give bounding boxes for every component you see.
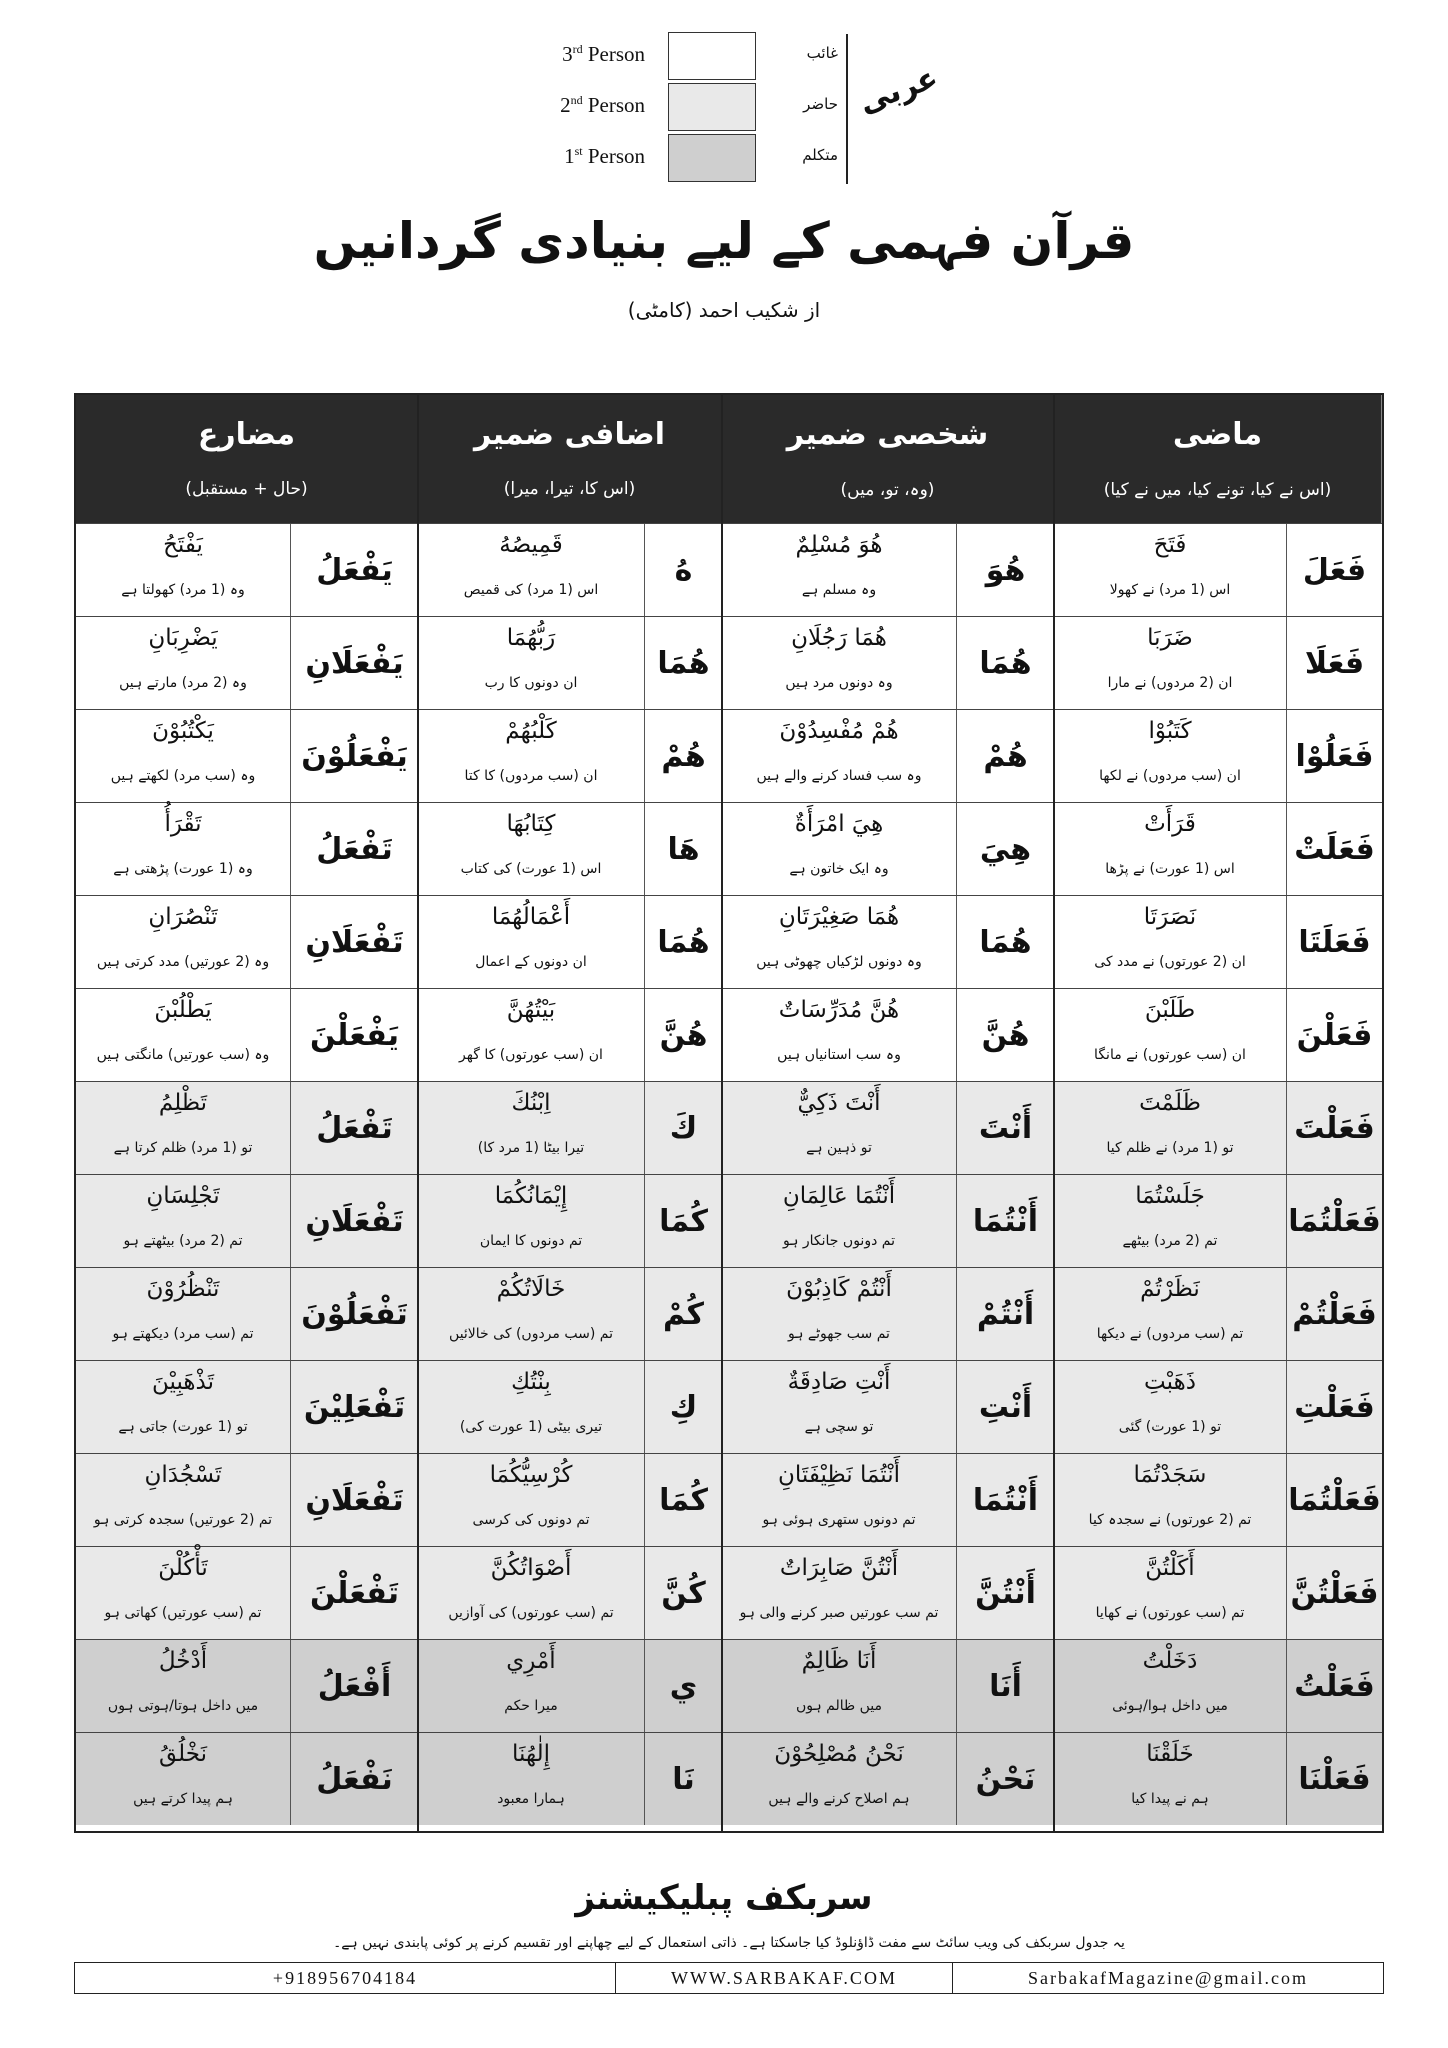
madi-translation: ان (سب عورتوں) نے مانگا — [1094, 1047, 1246, 1063]
header-title: شخصی ضمیر — [786, 417, 989, 452]
pron-example-word: هُمَا صَغِيْرَتَانِ — [778, 904, 900, 930]
pron-example-cell — [722, 1454, 956, 1546]
header-personal-pronoun — [722, 395, 1054, 523]
mud-pattern-cell: تَفْعَلُ — [290, 1082, 418, 1174]
poss-example-word: إِلٰهُنَا — [512, 1741, 550, 1767]
madi-translation: ان (سب مردوں) نے لکھا — [1099, 768, 1241, 784]
mud-example-cell — [76, 1547, 290, 1639]
mud-example-word: تَقْرَأُ — [164, 811, 202, 837]
madi-example-cell — [1054, 1268, 1286, 1360]
madi-example-word: نَصَرَتَا — [1143, 904, 1197, 930]
madi-pattern-cell: فَعَلْتُنَّ — [1286, 1547, 1382, 1639]
pron-example-word: أَنْتُمْ كَاذِبُوْنَ — [786, 1276, 892, 1302]
poss-example-cell — [418, 989, 644, 1081]
pron-example-word: أَنْتِ صَادِقَةٌ — [787, 1369, 891, 1395]
poss-pattern-cell: هُ — [644, 524, 722, 616]
poss-example-word: اِبْنُكَ — [511, 1090, 551, 1116]
table-row — [76, 709, 1382, 802]
legend-label-ur: حاضر — [803, 95, 838, 113]
pron-example-cell — [722, 803, 956, 895]
pron-example-cell — [722, 617, 956, 709]
madi-example-word: خَلَقْنَا — [1146, 1741, 1194, 1767]
pron-translation: وہ دونوں مرد ہیں — [785, 675, 893, 691]
header-title: اضافی ضمیر — [474, 417, 665, 452]
poss-example-cell — [418, 896, 644, 988]
table-row — [76, 523, 1382, 616]
table-row — [76, 1081, 1382, 1174]
madi-example-word: فَتَحَ — [1153, 532, 1187, 558]
person-legend — [520, 32, 840, 187]
legend-row-1st — [520, 134, 840, 182]
poss-example-word: بَيْتُهُنَّ — [506, 997, 556, 1023]
poss-example-word: أَصْوَاتُكُنَّ — [490, 1555, 572, 1581]
pron-translation: تو ذہین ہے — [806, 1140, 872, 1156]
pron-pattern-cell: أَنَا — [956, 1640, 1054, 1732]
mud-example-cell — [76, 1175, 290, 1267]
poss-translation: تم (سب مردوں) کی خالائیں — [449, 1326, 613, 1342]
legend-swatch-3rd — [668, 32, 756, 80]
footer-note: یہ جدول سربکف کی ویب سائٹ سے مفت ڈاؤنلوڈ کیا جاسکتا ہے۔ ذاتی استعمال کے لیے چھاپنے اور تقسیم کرنے پر کوئی پابندی نہیں ہے۔ — [333, 1935, 1125, 1951]
mud-translation: ہم پیدا کرتے ہیں — [133, 1791, 233, 1807]
pron-translation: میں ظالم ہوں — [796, 1698, 882, 1714]
madi-example-cell — [1054, 1640, 1286, 1732]
mud-example-cell — [76, 1268, 290, 1360]
pron-example-word: هُمَا رَجُلَانِ — [791, 625, 887, 651]
poss-example-cell — [418, 617, 644, 709]
mud-pattern-cell: يَفْعَلُ — [290, 524, 418, 616]
mud-example-cell — [76, 1082, 290, 1174]
pron-translation: تم دونوں ستھری ہوئی ہو — [762, 1512, 916, 1528]
madi-translation: تو (1 مرد) نے ظلم کیا — [1106, 1140, 1234, 1156]
pron-example-word: هُنَّ مُدَرِّسَاتٌ — [778, 997, 900, 1023]
author-line: از شکیب احمد (کامٹی) — [627, 298, 821, 322]
pron-example-word: هُوَ مُسْلِمٌ — [795, 532, 883, 558]
poss-translation: تم (سب عورتوں) کی آوازیں — [448, 1605, 614, 1621]
email-link[interactable]: SarbakafMagazine@gmail.com — [1028, 1968, 1308, 1988]
poss-pattern-cell: كُمَا — [644, 1454, 722, 1546]
madi-pattern-cell: فَعَلَتَا — [1286, 896, 1382, 988]
pron-pattern-cell: هُوَ — [956, 524, 1054, 616]
pron-pattern-cell: هُنَّ — [956, 989, 1054, 1081]
legend-label-en: Person — [587, 144, 645, 168]
madi-pattern-cell: فَعَلُوْا — [1286, 710, 1382, 802]
poss-pattern-cell: كُمْ — [644, 1268, 722, 1360]
mud-pattern-cell: تَفْعَلَانِ — [290, 1175, 418, 1267]
poss-example-word: بِنْتُكِ — [511, 1369, 551, 1395]
poss-example-word: كَلْبُهُمْ — [505, 718, 557, 744]
poss-translation: تیری بیٹی (1 عورت کی) — [459, 1419, 603, 1435]
mud-example-word: يَضْرِبَانِ — [148, 625, 218, 651]
contact-bar — [74, 1962, 1384, 1994]
table-row — [76, 1174, 1382, 1267]
legend-label-en: Person — [587, 93, 645, 117]
phone-number[interactable]: +918956704184 — [75, 1963, 616, 1993]
pron-translation: وہ مسلم ہے — [801, 582, 877, 598]
madi-pattern-cell: فَعَلَا — [1286, 617, 1382, 709]
madi-translation: تم (سب مردوں) نے دیکھا — [1096, 1326, 1244, 1342]
madi-example-word: كَتَبُوْا — [1148, 718, 1192, 744]
madi-example-word: قَرَأَتْ — [1144, 811, 1196, 837]
pron-translation: وہ سب فساد کرنے والے ہیں — [756, 768, 922, 784]
mud-pattern-cell: يَفْعَلُوْنَ — [290, 710, 418, 802]
poss-example-word: قَمِيصُهُ — [499, 532, 563, 558]
legend-num: 3 — [562, 42, 573, 66]
madi-pattern-cell: فَعَلْنَا — [1286, 1733, 1382, 1825]
madi-translation: ان (2 عورتوں) نے مدد کی — [1094, 954, 1246, 970]
madi-translation: تو (1 عورت) گئی — [1118, 1419, 1222, 1435]
pron-example-cell — [722, 710, 956, 802]
header-madi — [1054, 395, 1382, 523]
pron-translation: وہ سب استانیاں ہیں — [777, 1047, 901, 1063]
publisher-name: سربکف پبلیکیشنز — [575, 1878, 873, 1918]
poss-translation: تیرا بیٹا (1 مرد کا) — [477, 1140, 585, 1156]
madi-example-word: جَلَسْتُمَا — [1135, 1183, 1205, 1209]
pron-example-cell — [722, 1361, 956, 1453]
header-mudari — [76, 395, 418, 523]
madi-pattern-cell: فَعَلْتُ — [1286, 1640, 1382, 1732]
pron-pattern-cell: أَنْتُمَا — [956, 1454, 1054, 1546]
pron-example-cell — [722, 1733, 956, 1825]
mud-example-word: يَفْتَحُ — [163, 532, 203, 558]
mud-translation: تم (2 عورتیں) سجدہ کرتی ہو — [93, 1512, 273, 1528]
pron-example-cell — [722, 989, 956, 1081]
mud-translation: تو (1 عورت) جاتی ہے — [118, 1419, 248, 1435]
madi-example-cell — [1054, 989, 1286, 1081]
madi-translation: تم (2 مرد) بیٹھے — [1122, 1233, 1218, 1249]
mud-translation: وہ (سب مرد) لکھتے ہیں — [110, 768, 256, 784]
poss-example-word: كِتَابُهَا — [506, 811, 556, 837]
column-separator — [1053, 395, 1055, 1831]
poss-example-cell — [418, 1175, 644, 1267]
poss-example-cell — [418, 1361, 644, 1453]
legend-sup: st — [574, 144, 583, 158]
legend-row-3rd — [520, 32, 840, 80]
madi-pattern-cell: فَعَلْنَ — [1286, 989, 1382, 1081]
legend-label-en: Person — [587, 42, 645, 66]
pron-example-cell — [722, 1640, 956, 1732]
pron-pattern-cell: هُمَا — [956, 617, 1054, 709]
madi-example-cell — [1054, 1361, 1286, 1453]
poss-example-word: خَالَاتُكُمْ — [496, 1276, 566, 1302]
madi-example-cell — [1054, 1175, 1286, 1267]
madi-pattern-cell: فَعَلْتَ — [1286, 1082, 1382, 1174]
mud-translation: تم (سب مرد) دیکھتے ہو — [112, 1326, 254, 1342]
madi-pattern-cell: فَعَلْتِ — [1286, 1361, 1382, 1453]
mud-example-cell — [76, 1640, 290, 1732]
pron-pattern-cell: هُمَا — [956, 896, 1054, 988]
madi-example-cell — [1054, 617, 1286, 709]
poss-pattern-cell: كُمَا — [644, 1175, 722, 1267]
pron-example-cell — [722, 896, 956, 988]
madi-example-cell — [1054, 710, 1286, 802]
mud-example-word: يَطْلُبْنَ — [154, 997, 212, 1023]
madi-pattern-cell: فَعَلْتُمْ — [1286, 1268, 1382, 1360]
mud-example-word: أَدْخُلُ — [158, 1648, 208, 1674]
table-row — [76, 1546, 1382, 1639]
madi-example-word: ظَلَمْتَ — [1139, 1090, 1201, 1116]
table-row — [76, 802, 1382, 895]
mud-translation: وہ (2 عورتیں) مدد کرتی ہیں — [96, 954, 270, 970]
table-row — [76, 1453, 1382, 1546]
pron-pattern-cell: أَنْتِ — [956, 1361, 1054, 1453]
mud-translation: تم (2 مرد) بیٹھتے ہو — [123, 1233, 243, 1249]
pron-pattern-cell: أَنْتُمْ — [956, 1268, 1054, 1360]
poss-example-word: إِيْمَانُكُمَا — [494, 1183, 568, 1209]
column-separator — [721, 395, 723, 1831]
pron-translation: تم سب جھوٹے ہو — [788, 1326, 890, 1342]
mud-example-word: تَظْلِمُ — [158, 1090, 208, 1116]
table-row — [76, 616, 1382, 709]
poss-pattern-cell: كُنَّ — [644, 1547, 722, 1639]
poss-example-cell — [418, 710, 644, 802]
madi-translation: اس (1 عورت) نے پڑھا — [1105, 861, 1235, 877]
poss-translation: ان دونوں کے اعمال — [475, 954, 587, 970]
table-row — [76, 1360, 1382, 1453]
mud-translation: تو (1 مرد) ظلم کرتا ہے — [113, 1140, 253, 1156]
legend-swatch-2nd — [668, 83, 756, 131]
table-row — [76, 1639, 1382, 1732]
madi-translation: تم (2 عورتوں) نے سجدہ کیا — [1088, 1512, 1252, 1528]
mud-example-word: تَذْهَبِيْنَ — [152, 1369, 214, 1395]
mud-example-cell — [76, 896, 290, 988]
column-separator — [417, 395, 419, 1831]
poss-pattern-cell: هُنَّ — [644, 989, 722, 1081]
poss-translation: ان (سب مردوں) کا کتا — [464, 768, 598, 784]
table-row — [76, 1732, 1382, 1825]
legend-swatch-1st — [668, 134, 756, 182]
header-subtitle: (وہ، تو، میں) — [840, 480, 935, 500]
pron-pattern-cell: نَحْنُ — [956, 1733, 1054, 1825]
pron-translation: تم دونوں جانکار ہو — [783, 1233, 895, 1249]
poss-example-word: كُرْسِيُّكُمَا — [489, 1462, 573, 1488]
madi-translation: اس (1 مرد) نے کھولا — [1109, 582, 1231, 598]
poss-example-cell — [418, 1733, 644, 1825]
pron-example-cell — [722, 524, 956, 616]
header-subtitle: (اس نے کیا، تونے کیا، میں نے کیا) — [1103, 480, 1332, 500]
poss-pattern-cell: كَ — [644, 1082, 722, 1174]
poss-translation: ہمارا معبود — [497, 1791, 565, 1807]
pron-pattern-cell: أَنْتُنَّ — [956, 1547, 1054, 1639]
legend-num: 1 — [564, 144, 575, 168]
mud-pattern-cell: تَفْعَلُ — [290, 803, 418, 895]
calligraphy-logo: عربی — [854, 60, 943, 121]
poss-pattern-cell: هَا — [644, 803, 722, 895]
mud-pattern-cell: تَفْعَلَانِ — [290, 896, 418, 988]
madi-translation: تم (سب عورتوں) نے کھایا — [1095, 1605, 1245, 1621]
pron-pattern-cell: هِيَ — [956, 803, 1054, 895]
mud-example-word: يَكْتُبُوْنَ — [152, 718, 214, 744]
mud-example-cell — [76, 1454, 290, 1546]
mud-pattern-cell: يَفْعَلَانِ — [290, 617, 418, 709]
page-title: قرآن فہمی کے لیے بنیادی گردانیں — [313, 212, 1135, 270]
header-subtitle: (اس کا، تیرا، میرا) — [503, 479, 636, 499]
mud-translation: وہ (سب عورتیں) مانگتی ہیں — [96, 1047, 270, 1063]
poss-example-cell — [418, 1547, 644, 1639]
pron-example-word: أَنْتُنَّ صَابِرَاتٌ — [779, 1555, 899, 1581]
pron-example-word: أَنَا ظَالِمٌ — [801, 1648, 877, 1674]
poss-pattern-cell: هُمَا — [644, 896, 722, 988]
header-subtitle: (حال + مستقبل) — [185, 479, 308, 499]
legend-row-2nd — [520, 83, 840, 131]
legend-sup: nd — [570, 93, 583, 107]
poss-example-cell — [418, 1640, 644, 1732]
mud-pattern-cell: تَفْعَلِيْنَ — [290, 1361, 418, 1453]
pron-pattern-cell: أَنْتَ — [956, 1082, 1054, 1174]
pron-translation: ہم اصلاح کرنے والے ہیں — [768, 1791, 910, 1807]
pron-example-word: نَحْنُ مُصْلِحُوْنَ — [774, 1741, 904, 1767]
mud-example-word: نَخْلُقُ — [158, 1741, 208, 1767]
mud-example-word: تَنْظُرُوْنَ — [146, 1276, 220, 1302]
madi-example-word: دَخَلْتُ — [1142, 1648, 1198, 1674]
madi-pattern-cell: فَعَلَ — [1286, 524, 1382, 616]
poss-example-word: رَبُّهُمَا — [506, 625, 556, 651]
madi-example-cell — [1054, 896, 1286, 988]
pron-example-cell — [722, 1547, 956, 1639]
mud-example-cell — [76, 989, 290, 1081]
table-row — [76, 1267, 1382, 1360]
mud-example-word: تَجْلِسَانِ — [146, 1183, 220, 1209]
poss-example-word: أَمْرِي — [506, 1648, 556, 1674]
poss-translation: ان دونوں کا رب — [484, 675, 578, 691]
pron-pattern-cell: أَنْتُمَا — [956, 1175, 1054, 1267]
poss-translation: تم دونوں کا ایمان — [479, 1233, 583, 1249]
madi-example-word: أَكَلْتُنَّ — [1145, 1555, 1195, 1581]
madi-example-word: ضَرَبَا — [1147, 625, 1193, 651]
poss-translation: تم دونوں کی کرسی — [472, 1512, 590, 1528]
mud-translation: وہ (2 مرد) مارتے ہیں — [119, 675, 247, 691]
poss-pattern-cell: نَا — [644, 1733, 722, 1825]
mud-pattern-cell: يَفْعَلْنَ — [290, 989, 418, 1081]
pron-example-cell — [722, 1268, 956, 1360]
madi-example-cell — [1054, 1454, 1286, 1546]
legend-sup: rd — [572, 42, 583, 56]
poss-pattern-cell: هُمَا — [644, 617, 722, 709]
pron-example-cell — [722, 1175, 956, 1267]
madi-translation: میں داخل ہوا/ہوئی — [1112, 1698, 1228, 1714]
mud-pattern-cell: أَفْعَلُ — [290, 1640, 418, 1732]
poss-translation: اس (1 مرد) کی قمیص — [463, 582, 599, 598]
header-possessive-pronoun — [418, 395, 722, 523]
mud-translation: وہ (1 عورت) پڑھتی ہے — [113, 861, 253, 877]
madi-example-cell — [1054, 1733, 1286, 1825]
legend-divider — [846, 34, 848, 184]
pron-example-word: أَنْتُمَا نَظِيْفَتَانِ — [777, 1462, 901, 1488]
header-title: مضارع — [197, 417, 296, 452]
madi-example-word: ذَهَبْتِ — [1144, 1369, 1196, 1395]
pron-pattern-cell: هُمْ — [956, 710, 1054, 802]
poss-pattern-cell: كِ — [644, 1361, 722, 1453]
poss-pattern-cell: هُمْ — [644, 710, 722, 802]
madi-pattern-cell: فَعَلْتُمَا — [1286, 1454, 1382, 1546]
poss-translation: اس (1 عورت) کی کتاب — [460, 861, 602, 877]
madi-example-cell — [1054, 803, 1286, 895]
madi-example-cell — [1054, 524, 1286, 616]
mud-example-cell — [76, 1361, 290, 1453]
poss-example-cell — [418, 1454, 644, 1546]
table-row — [76, 988, 1382, 1081]
pron-translation: تم سب عورتیں صبر کرنے والی ہو — [739, 1605, 939, 1621]
poss-example-word: أَعْمَالُهُمَا — [491, 904, 571, 930]
poss-example-cell — [418, 1268, 644, 1360]
pron-translation: تو سچی ہے — [804, 1419, 874, 1435]
poss-example-cell — [418, 1082, 644, 1174]
mud-example-cell — [76, 1733, 290, 1825]
mud-example-word: تَأْكُلْنَ — [158, 1555, 208, 1581]
pron-example-word: هُمْ مُفْسِدُوْنَ — [779, 718, 899, 744]
mud-translation: میں داخل ہوتا/ہوتی ہوں — [107, 1698, 259, 1714]
legend-num: 2 — [560, 93, 571, 117]
mud-pattern-cell: نَفْعَلُ — [290, 1733, 418, 1825]
conjugation-table — [74, 393, 1384, 1833]
madi-example-cell — [1054, 1547, 1286, 1639]
poss-example-cell — [418, 524, 644, 616]
mud-pattern-cell: تَفْعَلَانِ — [290, 1454, 418, 1546]
mud-pattern-cell: تَفْعَلُوْنَ — [290, 1268, 418, 1360]
mud-example-cell — [76, 803, 290, 895]
pron-translation: وہ ایک خاتون ہے — [789, 861, 889, 877]
table-row — [76, 895, 1382, 988]
pron-example-word: أَنْتَ ذَكِيٌّ — [797, 1090, 881, 1116]
madi-translation: ان (2 مردوں) نے مارا — [1107, 675, 1233, 691]
pron-example-word: أَنْتُمَا عَالِمَانِ — [782, 1183, 896, 1209]
mud-example-cell — [76, 524, 290, 616]
madi-translation: ہم نے پیدا کیا — [1131, 1791, 1209, 1807]
poss-translation: ان (سب عورتوں) کا گھر — [459, 1047, 603, 1063]
legend-label-ur: متکلم — [802, 146, 838, 164]
header-title: ماضی — [1172, 417, 1263, 452]
pron-translation: وہ دونوں لڑکیاں چھوٹی ہیں — [756, 954, 922, 970]
madi-example-cell — [1054, 1082, 1286, 1174]
poss-translation: میرا حکم — [504, 1698, 558, 1714]
website-link[interactable]: WWW.SARBAKAF.COM — [616, 1963, 953, 1993]
poss-example-cell — [418, 803, 644, 895]
legend-label-ur: غائب — [806, 44, 838, 62]
poss-pattern-cell: ي — [644, 1640, 722, 1732]
madi-pattern-cell: فَعَلْتُمَا — [1286, 1175, 1382, 1267]
mud-example-cell — [76, 710, 290, 802]
mud-translation: وہ (1 مرد) کھولتا ہے — [121, 582, 245, 598]
madi-example-word: سَجَدْتُمَا — [1133, 1462, 1207, 1488]
mud-example-word: تَسْجُدَانِ — [144, 1462, 222, 1488]
madi-example-word: نَظَرْتُمْ — [1140, 1276, 1200, 1302]
pron-example-word: هِيَ امْرَأَةٌ — [794, 811, 884, 837]
mud-example-cell — [76, 617, 290, 709]
pron-example-cell — [722, 1082, 956, 1174]
madi-example-word: طَلَبْنَ — [1144, 997, 1196, 1023]
mud-translation: تم (سب عورتیں) کھاتی ہو — [104, 1605, 262, 1621]
mud-example-word: تَنْصُرَانِ — [148, 904, 218, 930]
madi-pattern-cell: فَعَلَتْ — [1286, 803, 1382, 895]
mud-pattern-cell: تَفْعَلْنَ — [290, 1547, 418, 1639]
